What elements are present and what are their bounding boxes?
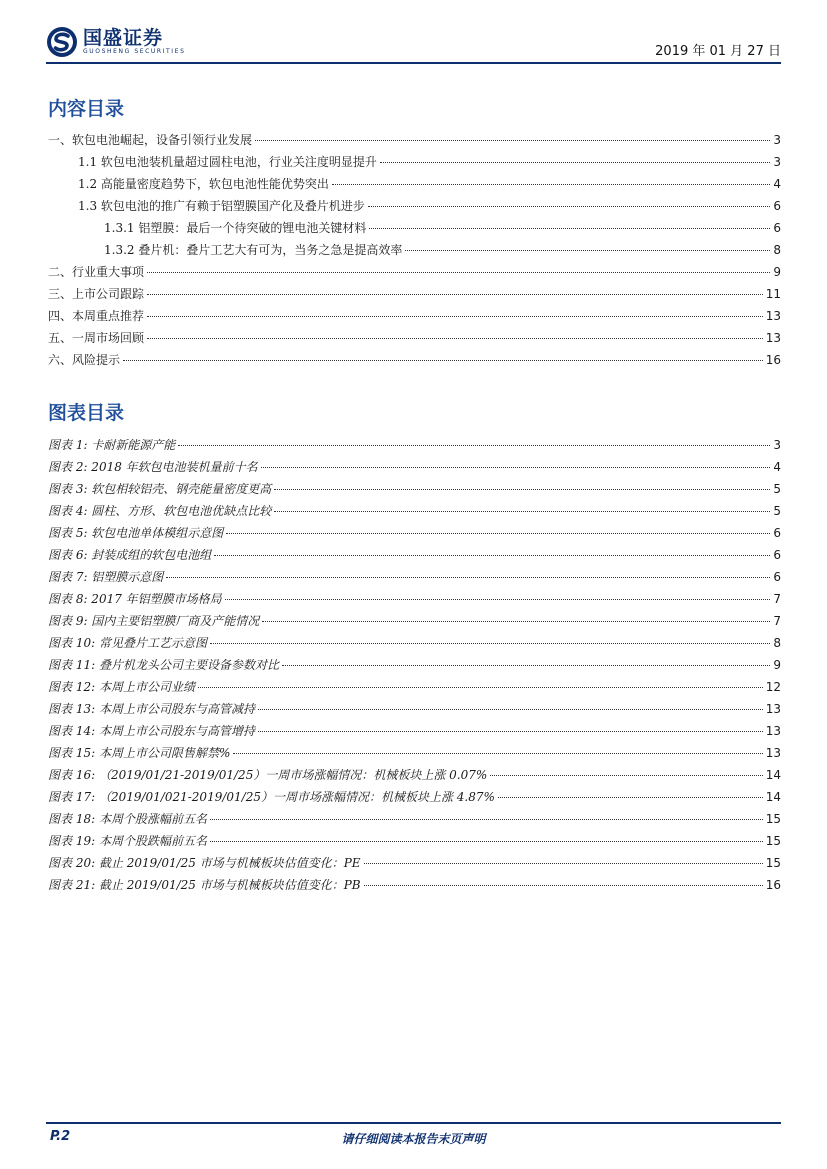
leader-dots [262, 621, 770, 622]
leader-dots [364, 863, 763, 864]
figure-entry-page: 16 [765, 878, 781, 892]
figure-entry-page: 5 [773, 482, 781, 496]
toc-entry-page: 13 [765, 331, 781, 345]
figure-entry-label: 图表 11: 叠片机龙头公司主要设备参数对比 [48, 658, 279, 672]
toc-entry[interactable] [48, 349, 781, 371]
figure-entry-label: 图表 14: 本周上市公司股东与高管增持 [48, 724, 255, 738]
brand-logo [46, 26, 185, 58]
toc-entry-label: 三、上市公司跟踪 [48, 287, 145, 301]
leader-dots [123, 360, 763, 361]
figure-entry[interactable] [48, 786, 781, 808]
leader-dots [274, 489, 770, 490]
header-divider [46, 62, 781, 64]
figure-entry-label: 图表 8: 2017 年铝塑膜市场格局 [48, 592, 222, 606]
figure-entry-page: 13 [765, 702, 781, 716]
toc-entry-label: 1.2 高能量密度趋势下，软包电池性能优势突出 [78, 177, 329, 191]
leader-dots [261, 467, 771, 468]
figures-title: 图表目录 [48, 402, 125, 424]
figure-entry[interactable] [48, 544, 781, 566]
figure-entry-label: 图表 15: 本周上市公司限售解禁% [48, 746, 231, 760]
toc-entry-page: 11 [765, 287, 781, 301]
figure-entry[interactable] [48, 566, 781, 588]
page-number: P.2 [50, 1129, 71, 1144]
figure-entry-page: 12 [765, 680, 781, 694]
toc-entry[interactable] [48, 129, 781, 151]
figure-entry-label: 图表 12: 本周上市公司业绩 [48, 680, 195, 694]
figure-entry[interactable] [48, 852, 781, 874]
figure-entry-page: 6 [773, 526, 781, 540]
figure-entry-label: 图表 1: 卡耐新能源产能 [48, 438, 176, 452]
figure-entry-page: 4 [773, 460, 781, 474]
figure-entry[interactable] [48, 698, 781, 720]
figure-entry[interactable] [48, 874, 781, 896]
toc-entry-page: 9 [773, 265, 781, 279]
leader-dots [225, 599, 771, 600]
toc-entry[interactable] [48, 283, 781, 305]
toc-entry[interactable] [104, 239, 781, 261]
figure-entry[interactable] [48, 434, 781, 456]
toc-entry-label: 四、本周重点推荐 [48, 309, 145, 323]
leader-dots [210, 841, 763, 842]
leader-dots [282, 665, 770, 666]
toc-entry[interactable] [48, 261, 781, 283]
figure-entry[interactable] [48, 676, 781, 698]
figure-entry-label: 图表 4: 圆柱、方形、软包电池优缺点比较 [48, 504, 272, 518]
figure-entry-label: 图表 13: 本周上市公司股东与高管减持 [48, 702, 255, 716]
toc-entry-page: 13 [765, 309, 781, 323]
figure-entry-page: 15 [765, 834, 781, 848]
figure-entry-label: 图表 6: 封装成组的软包电池组 [48, 548, 212, 562]
footer-disclaimer: 请仔细阅读本报告末页声明 [341, 1132, 486, 1146]
figure-entry[interactable] [48, 720, 781, 742]
figure-entry[interactable] [48, 764, 781, 786]
figure-entry[interactable] [48, 500, 781, 522]
brand-name-cn: 国盛证券 [83, 27, 164, 49]
figure-entry-page: 15 [765, 856, 781, 870]
figure-entry-label: 图表 7: 铝塑膜示意图 [48, 570, 164, 584]
figure-entry[interactable] [48, 830, 781, 852]
figure-entry-page: 14 [765, 790, 781, 804]
contents-title: 内容目录 [48, 98, 125, 120]
leader-dots [369, 228, 770, 229]
leader-dots [147, 294, 763, 295]
toc-entry-page: 6 [773, 199, 781, 213]
footer-divider [46, 1122, 781, 1124]
toc-entry-page: 4 [773, 177, 781, 191]
leader-dots [364, 885, 763, 886]
toc-entry[interactable] [48, 305, 781, 327]
toc-entry[interactable] [78, 195, 781, 217]
leader-dots [255, 140, 770, 141]
toc-entry-label: 五、一周市场回顾 [48, 331, 145, 345]
figure-entry-label: 图表 5: 软包电池单体模组示意图 [48, 526, 224, 540]
figure-entry-page: 6 [773, 570, 781, 584]
leader-dots [147, 338, 763, 339]
toc-entry[interactable] [104, 217, 781, 239]
toc-entry-label: 一、软包电池崛起，设备引领行业发展 [48, 133, 253, 147]
leader-dots [332, 184, 770, 185]
page-header [46, 26, 781, 62]
figure-entry-label: 图表 3: 软包相较铝壳、钢壳能量密度更高 [48, 482, 272, 496]
figure-entry-label: 图表 21: 截止 2019/01/25 市场与机械板块估值变化：PB [48, 878, 361, 892]
figure-entry-page: 5 [773, 504, 781, 518]
toc-entry-label: 1.3.2 叠片机：叠片工艺大有可为，当务之急是提高效率 [104, 243, 403, 257]
leader-dots [178, 445, 770, 446]
figure-entry-label: 图表 18: 本周个股涨幅前五名 [48, 812, 207, 826]
brand-name-en: GUOSHENG SECURITIES [83, 48, 186, 55]
figure-entry-label: 图表 17: （2019/01/021-2019/01/25）一周市场涨幅情况：机械板块上涨 4.87% [48, 790, 495, 804]
figure-entry-label: 图表 10: 常见叠片工艺示意图 [48, 636, 207, 650]
leader-dots [147, 272, 770, 273]
toc-entry-label: 1.1 软包电池装机量超过圆柱电池，行业关注度明显提升 [78, 155, 377, 169]
figure-entry-page: 3 [773, 438, 781, 452]
figure-entry-label: 图表 2: 2018 年软包电池装机量前十名 [48, 460, 258, 474]
figure-entry-page: 8 [773, 636, 781, 650]
leader-dots [147, 316, 763, 317]
figure-entry-page: 6 [773, 548, 781, 562]
toc-entry-label: 二、行业重大事项 [48, 265, 145, 279]
toc-entry[interactable] [48, 327, 781, 349]
guosheng-logo-icon [46, 26, 78, 58]
leader-dots [380, 162, 770, 163]
toc-entry-page: 3 [773, 155, 781, 169]
figure-entry[interactable] [48, 478, 781, 500]
toc-entry-label: 1.3.1 铝塑膜：最后一个待突破的锂电池关键材料 [104, 221, 367, 235]
toc-entry-page: 6 [773, 221, 781, 235]
figure-entry[interactable] [48, 742, 781, 764]
figure-entry[interactable] [48, 588, 781, 610]
toc-entry-label: 六、风险提示 [48, 353, 121, 367]
figure-entry-label: 图表 20: 截止 2019/01/25 市场与机械板块估值变化：PE [48, 856, 361, 870]
figure-entry-label: 图表 9: 国内主要铝塑膜厂商及产能情况 [48, 614, 260, 628]
leader-dots [368, 206, 770, 207]
leader-dots [490, 775, 762, 776]
leader-dots [214, 555, 770, 556]
figure-entry-page: 13 [765, 746, 781, 760]
figure-entry[interactable] [48, 456, 781, 478]
report-date: 2019 年 01 月 27 日 [655, 44, 781, 59]
leader-dots [198, 687, 763, 688]
leader-dots [498, 797, 763, 798]
figure-entry[interactable] [48, 522, 781, 544]
leader-dots [258, 731, 763, 732]
figure-entry-label: 图表 16: （2019/01/21-2019/01/25）一周市场涨幅情况：机械板块上涨 0.07% [48, 768, 488, 782]
figure-entry[interactable] [48, 610, 781, 632]
leader-dots [233, 753, 762, 754]
toc-entry[interactable] [78, 151, 781, 173]
toc-entry-label: 1.3 软包电池的推广有赖于铝塑膜国产化及叠片机进步 [78, 199, 365, 213]
figure-entry-page: 13 [765, 724, 781, 738]
leader-dots [166, 577, 770, 578]
figure-entry-label: 图表 19: 本周个股跌幅前五名 [48, 834, 207, 848]
figure-entry-page: 15 [765, 812, 781, 826]
leader-dots [274, 511, 770, 512]
toc-entry-page: 8 [773, 243, 781, 257]
figure-entry[interactable] [48, 632, 781, 654]
leader-dots [405, 250, 770, 251]
figure-entry-page: 7 [773, 592, 781, 606]
leader-dots [210, 819, 763, 820]
figure-entry-page: 7 [773, 614, 781, 628]
figure-entry-page: 14 [765, 768, 781, 782]
figure-entry[interactable] [48, 654, 781, 676]
leader-dots [258, 709, 763, 710]
figure-entry-page: 9 [773, 658, 781, 672]
leader-dots [226, 533, 770, 534]
figure-entry[interactable] [48, 808, 781, 830]
toc-entry-page: 16 [765, 353, 781, 367]
toc-entry[interactable] [78, 173, 781, 195]
leader-dots [210, 643, 770, 644]
toc-entry-page: 3 [773, 133, 781, 147]
